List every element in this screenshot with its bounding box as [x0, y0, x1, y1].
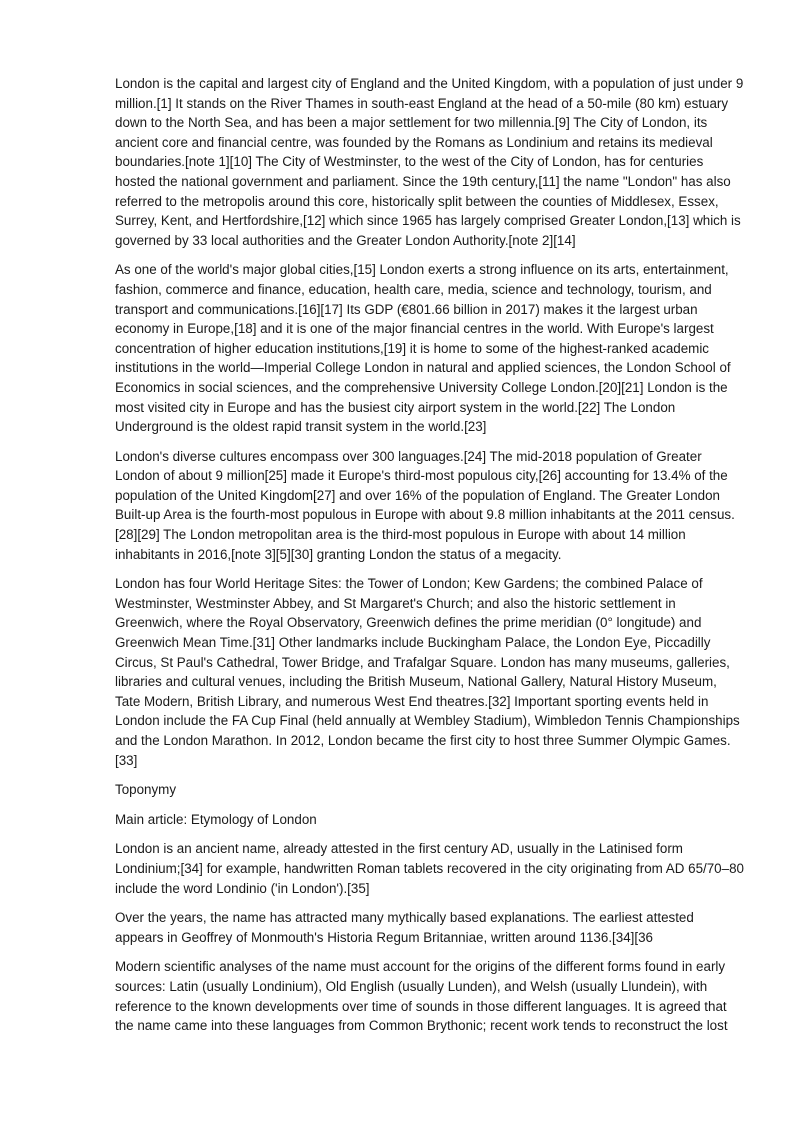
paragraph-scientific-analyses: Modern scientific analyses of the name must account for the origins of the different forms found in early sources: Latin (usually Londinium), Old English (usually Lunden), and Welsh (usually Llundein), with reference to the known developments over time of sounds in those different languages. It is agreed that the name came into these languages from Common Brythonic; recent work tends to reconstruct the lost [115, 959, 728, 1034]
paragraph-global-city: As one of the world's major global cities,[15] London exerts a strong influence on its arts, entertainment, fashion, commerce and finance, education, health care, media, science and technology, tourism, and transport and communications.[16][17] Its GDP (€801.66 billion in 2017) makes it the largest urban economy in Europe,[18] and it is one of the major financial centres in the world. With Europe's largest concentration of higher education institutions,[19] it is home to some of the highest-ranked academic institutions in the world—Imperial College London in natural and applied sciences, the London School of Economics in social sciences, and the comprehensive University College London.[20][21] London is the most visited city in Europe and has the busiest city airport system in the world.[22] The London Underground is the oldest rapid transit system in the world.[23] [115, 262, 731, 435]
paragraph-mythical-explanations: Over the years, the name has attracted many mythically based explanations. The earliest attested appears in Geoffrey of Monmouth's Historia Regum Britanniae, written around 1136.[34][36 [115, 910, 694, 945]
paragraph-population: London's diverse cultures encompass over 300 languages.[24] The mid-2018 population of Greater London of about 9 million[25] made it Europe's third-most populous city,[26] accounting for 13.4% of the population of the United Kingdom[27] and over 16% of the population of England. The Greater London Built-up Area is the fourth-most populous in Europe with about 9.8 million inhabitants at the 2011 census.[28][29] The London metropolitan area is the third-most populous in Europe with about 14 million inhabitants in 2016,[note 3][5][30] granting London the status of a megacity. [115, 448, 735, 562]
section-heading-toponymy: Toponymy [115, 782, 177, 798]
main-article-note: Main article: Etymology of London [115, 811, 317, 827]
document-body [115, 74, 745, 1046]
paragraph-ancient-name: London is an ancient name, already attested in the first century AD, usually in the Latinised form Londinium;[34] for example, handwritten Roman tablets recovered in the city originating from AD 65/70–80 include the word Londinio ('in London').[35] [115, 841, 744, 896]
paragraph-landmarks: London has four World Heritage Sites: the Tower of London; Kew Gardens; the combined Palace of Westminster, Westminster Abbey, and St Margaret's Church; and also the historic settlement in Greenwich, where the Royal Observatory, Greenwich defines the prime meridian (0° longitude) and Greenwich Mean Time.[31] Other landmarks include Buckingham Palace, the London Eye, Piccadilly Circus, St Paul's Cathedral, Tower Bridge, and Trafalgar Square. London has many museums, galleries, libraries and cultural venues, including the British Museum, National Gallery, Natural History Museum, Tate Modern, British Library, and numerous West End theatres.[32] Important sporting events held in London include the FA Cup Final (held annually at Wembley Stadium), Wimbledon Tennis Championships and the London Marathon. In 2012, London became the first city to host three Summer Olympic Games.[33] [115, 576, 740, 768]
paragraph-intro: London is the capital and largest city of England and the United Kingdom, with a population of just under 9 million.[1] It stands on the River Thames in south-east England at the head of a 50-mile (80 km) estuary down to the North Sea, and has been a major settlement for two millennia.[9] The City of London, its ancient core and financial centre, was founded by the Romans as Londinium and retains its medieval boundaries.[note 1][10] The City of Westminster, to the west of the City of London, has for centuries hosted the national government and parliament. Since the 19th century,[11] the name "London" has also referred to the metropolis around this core, historically split between the counties of Middlesex, Essex, Surrey, Kent, and Hertfordshire,[12] which since 1965 has largely comprised Greater London,[13] which is governed by 33 local authorities and the Greater London Authority.[note 2][14] [115, 76, 744, 248]
